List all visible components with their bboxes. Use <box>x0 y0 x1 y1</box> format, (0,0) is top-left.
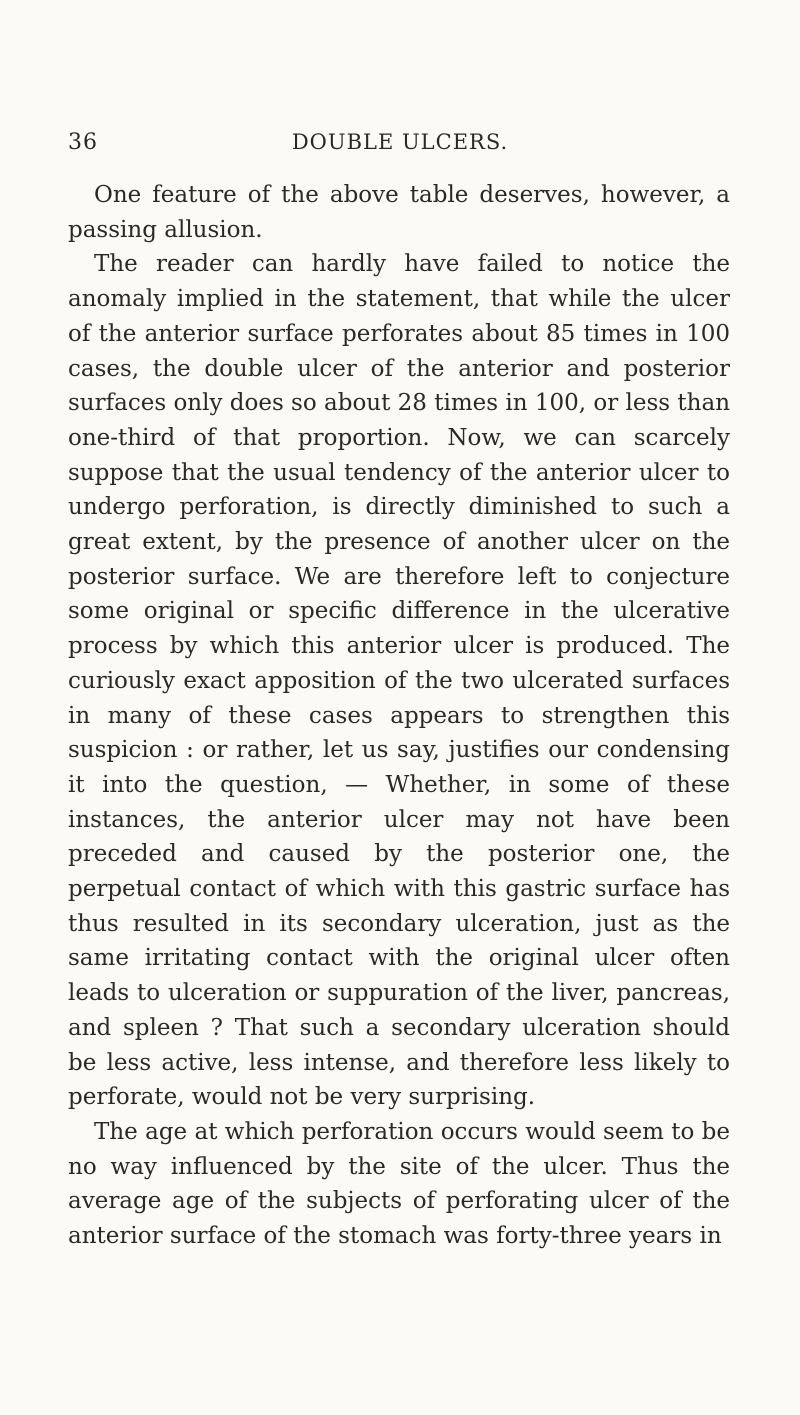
running-title: DOUBLE ULCERS. <box>291 130 509 154</box>
page-header <box>68 130 732 170</box>
paragraph-anomaly: The reader can hardly have failed to notice the anomaly implied in the statement, that while the ulcer of the anterior surface perforates about 85 times in 100 cases, the double ulcer of the anterior and posterior surfaces only does so about 28 times in 100, or less than one-third of that proportion. Now, we can scarcely suppose that the usual tendency of the anterior ulcer to undergo perforation, is directly diminished to such a great extent, by the presence of another ulcer on the posterior surface. We are therefore left to conjecture some original or specific difference in the ulcerative process by which this anterior ulcer is produced. The curiously exact apposition of the two ulcerated surfaces in many of these cases appears to strengthen this suspicion : or rather, let us say, justifies our condensing it into the question, — Whether, in some of these instances, the anterior ulcer may not have been preceded and caused by the posterior one, the perpetual contact of which with this gastric surface has thus resulted in its secondary ulceration, just as the same irritating contact with the original ulcer often leads to ulceration or suppuration of the liver, pancreas, and spleen ? That such a secondary ulceration should be less active, less intense, and therefore less likely to perforate, would not be very surprising. <box>68 251 731 1111</box>
paragraph-table-feature: One feature of the above table deserves, however, a passing allusion. <box>68 182 730 243</box>
page-number: 36 <box>68 130 98 155</box>
paragraph-age-perforation: The age at which perforation occurs would seem to be no way influenced by the site of the ulcer. Thus the average age of the subjects of perforating ulcer of the anterior surface of the stomach was forty-three years in <box>68 1118 730 1250</box>
body-text <box>68 178 730 1254</box>
